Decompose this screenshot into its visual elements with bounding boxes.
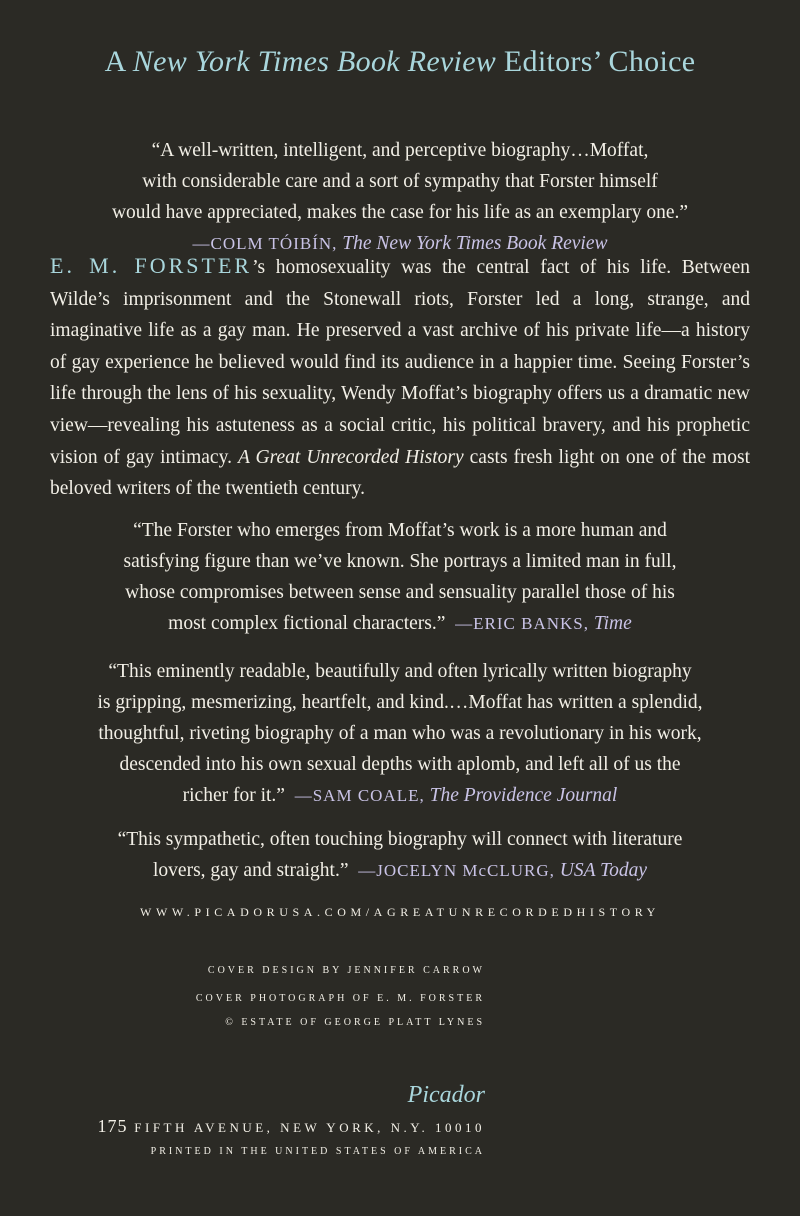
quote-line: is gripping, mesmerizing, heartfelt, and kind.…Moffat has written a splendid, — [97, 692, 703, 713]
address-text: FIFTH AVENUE, NEW YORK, N.Y. 10010 — [127, 1120, 485, 1135]
website-url: WWW.PICADORUSA.COM/AGREATUNRECORDEDHISTORY — [140, 905, 660, 919]
attribution-source: The New York Times Book Review — [342, 233, 608, 254]
quote-line: most complex fictional characters.” — [168, 613, 446, 634]
quote-line: descended into his own sexual depths with aplomb, and left all of us the — [119, 754, 681, 775]
quote-toibin — [0, 135, 800, 259]
headline — [0, 42, 800, 82]
quote-attribution — [358, 860, 647, 881]
quote-line: would have appreciated, makes the case for his life as an exemplary one.” — [111, 202, 689, 223]
headline-publication: New York Times Book Review — [132, 45, 497, 78]
quote-coale — [0, 656, 800, 811]
description-text-end: casts fresh light on one of the most beloved writers of the twentieth century. — [50, 446, 751, 500]
cover-photo-credit: COVER PHOTOGRAPH OF E. M. FORSTER — [195, 993, 485, 1004]
attribution-source: USA Today — [559, 860, 647, 881]
headline-prefix: A — [104, 45, 133, 78]
quote-line: “A well-written, intelligent, and perceptive biography…Moffat, — [151, 140, 649, 161]
publisher-name: Picador — [407, 1082, 485, 1108]
photo-copyright: © ESTATE OF GEORGE PLATT LYNES — [225, 1017, 485, 1028]
quote-line: satisfying figure than we’ve known. She portrays a limited man in full, — [123, 551, 677, 572]
attribution-name: —COLM TÓIBÍN, — [192, 234, 338, 253]
cover-design-credit: COVER DESIGN BY JENNIFER CARROW — [207, 965, 485, 976]
author-name-suffix: ’s — [252, 257, 266, 278]
quote-line: with considerable care and a sort of sympathy that Forster himself — [142, 171, 658, 192]
quote-line: “This eminently readable, beautifully and often lyrically written biography — [108, 661, 692, 682]
book-description — [50, 250, 750, 505]
quote-banks — [0, 515, 800, 639]
publisher-address — [50, 1116, 485, 1137]
quote-attribution — [455, 613, 632, 634]
quote-attribution — [295, 785, 618, 806]
quote-line: thoughtful, riveting biography of a man who was a revolutionary in his work, — [98, 723, 702, 744]
author-name: E. M. FORSTER — [50, 253, 253, 278]
description-text: homosexuality was the central fact of his life. Between Wilde’s imprisonment and the Stonewall riots, Forster led a long, strange, and imaginative life as a gay man. He preserved a vast archive of his private life—a history of gay experience he believed would find its audience in a happier time. Seeing Forster’s life through the lens of his sexuality, Wendy Moffat’s biography offers us a dramatic new view—revealing his astuteness as a social critic, his political bravery, and his prophetic vision of gay intimacy. — [50, 257, 750, 468]
attribution-name: —JOCELYN McCLURG, — [358, 861, 555, 880]
headline-suffix: Editors’ Choice — [496, 45, 696, 78]
quote-line: lovers, gay and straight.” — [153, 860, 349, 881]
attribution-source: Time — [593, 613, 632, 634]
attribution-name: —SAM COALE, — [294, 786, 425, 805]
quote-line: “This sympathetic, often touching biography will connect with literature — [117, 829, 683, 850]
attribution-source: The Providence Journal — [429, 785, 618, 806]
attribution-name: —ERIC BANKS, — [455, 614, 589, 633]
book-title: A Great Unrecorded History — [237, 446, 464, 468]
quote-line: richer for it.” — [182, 785, 285, 806]
quote-mcclurg — [0, 824, 800, 886]
cover-credits — [0, 964, 485, 1044]
address-number: 175 — [97, 1116, 128, 1136]
printed-in: PRINTED IN THE UNITED STATES OF AMERICA — [150, 1146, 485, 1157]
quote-line: whose compromises between sense and sensuality parallel those of his — [125, 582, 675, 603]
quote-line: “The Forster who emerges from Moffat’s work is a more human and — [133, 520, 667, 541]
